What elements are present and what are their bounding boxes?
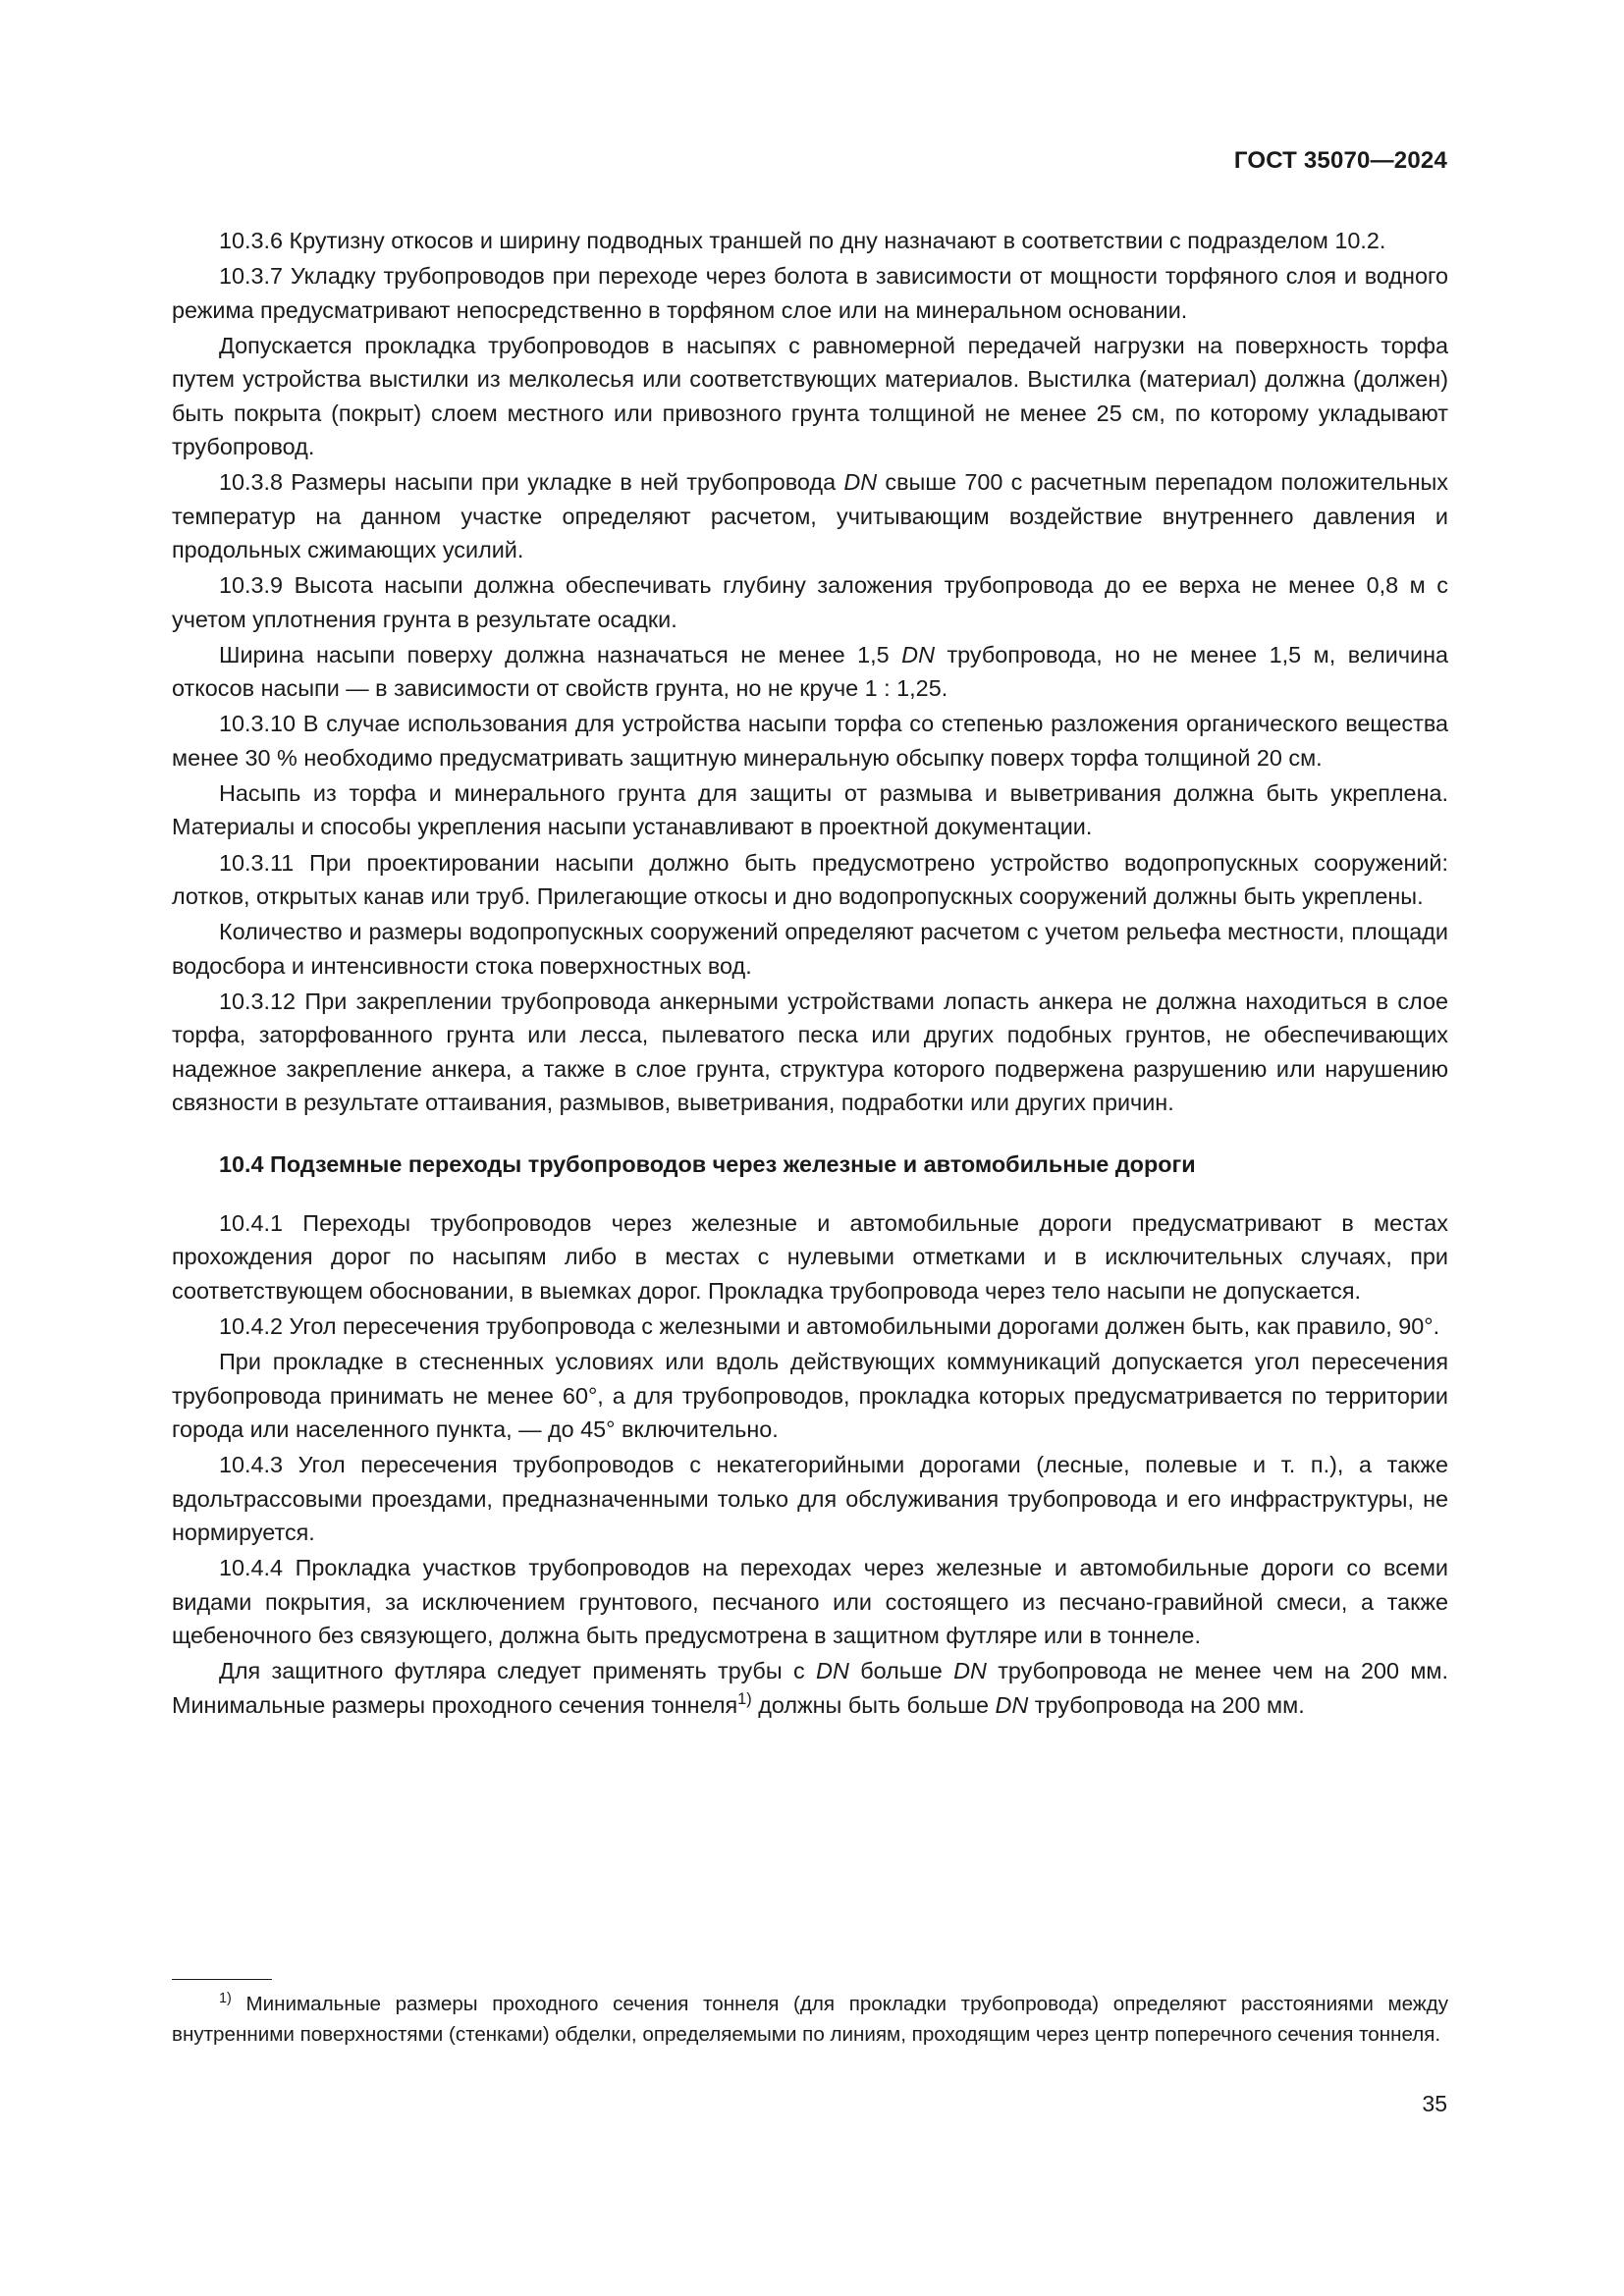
paragraph-10-3-10-cont: Насыпь из торфа и минерального грунта для защиты от размыва и выветривания должна быть укреплена. Материалы и способы укрепления насыпи устанавливают в проектной документации. bbox=[172, 780, 1448, 840]
footnote-text: Минимальные размеры проходного сечения тоннеля (для прокладки трубопровода) определяют расстояниями между внутренними поверхностями (стенками) обделки, определяемыми по линиям, проходящим через центр поперечного сечения тоннеля. bbox=[172, 1993, 1448, 2046]
footnote bbox=[172, 1990, 1448, 2050]
page-body bbox=[172, 224, 1448, 1724]
text-run: трубопровода на 200 мм. bbox=[1028, 1691, 1305, 1718]
section-heading-10-4: 10.4 Подземные переходы трубопроводов через железные и автомобильные дороги bbox=[219, 1150, 1196, 1177]
text-run: трубопровода, но не менее 1,5 м, величина откосов насыпи — в зависимости от свойств грунта, но не круче 1 : 1,25. bbox=[172, 641, 1448, 702]
paragraph-10-3-11-cont: Количество и размеры водопропускных сооружений определяют расчетом с учетом рельефа местности, площади водосбора и интенсивности стока поверхностных вод. bbox=[172, 919, 1448, 979]
paragraph-10-3-10: 10.3.10 В случае использования для устройства насыпи торфа со степенью разложения органического вещества менее 30 % необходимо предусматривать защитную минеральную обсыпку поверх торфа толщиной 20 см. bbox=[172, 711, 1448, 771]
document-number: ГОСТ 35070—2024 bbox=[1233, 147, 1447, 174]
footnote-separator bbox=[172, 1979, 272, 1980]
footnote-reference: 1) bbox=[737, 1689, 752, 1708]
text-run: Для защитного футляра следует применять трубы с bbox=[219, 1658, 817, 1684]
dn-term: DN bbox=[816, 1658, 849, 1684]
dn-term: DN bbox=[901, 641, 935, 667]
footnote-marker: 1) bbox=[219, 1991, 232, 2007]
paragraph-10-4-2: 10.4.2 Угол пересечения трубопровода с железными и автомобильными дорогами должен быть, как правило, 90°. bbox=[219, 1312, 1440, 1339]
paragraph-10-4-4: 10.4.4 Прокладка участков трубопроводов на переходах через железные и автомобильные дороги со всеми видами покрытия, за исключением грунтового, песчаного или состоящего из песчано-гравийной смеси, а также щебеночного без связующего, должна быть предусмотрена в защитном футляре или в тоннеле. bbox=[172, 1555, 1448, 1648]
page-number: 35 bbox=[1422, 2091, 1447, 2116]
text-run: трубопровода не менее чем на 200 мм. Минимальные размеры проходного сечения тоннеля bbox=[172, 1658, 1448, 1718]
paragraph-10-3-8 bbox=[172, 465, 1448, 566]
dn-term: DN bbox=[995, 1691, 1029, 1718]
paragraph-10-3-7: 10.3.7 Укладку трубопроводов при переходе через болота в зависимости от мощности торфяного слоя и водного режима предусматривают непосредственно в торфяном слое или на минеральном основании. bbox=[172, 263, 1448, 323]
text-run: больше bbox=[848, 1658, 954, 1684]
dn-term: DN bbox=[953, 1658, 987, 1684]
paragraph-10-3-12: 10.3.12 При закреплении трубопровода анкерными устройствами лопасть анкера не должна находиться в слое торфа, заторфованного грунта или лесса, пылеватого песка или других подобных грунтов, не обеспечивающих надежное закрепление анкера, а также в слое грунта, структура которого подвержена разрушению или нарушению связности в результате оттаивания, размывов, выветривания, подработки или других причин. bbox=[172, 988, 1448, 1116]
text-run: свыше 700 с расчетным перепадом положительных температур на данном участке определяют расчетом, учитывающим воздействие внутреннего давления и продольных сжимающих усилий. bbox=[172, 469, 1448, 563]
paragraph-10-3-9-cont bbox=[172, 638, 1448, 706]
paragraph-10-3-9: 10.3.9 Высота насыпи должна обеспечивать глубину заложения трубопровода до ее верха не менее 0,8 м с учетом уплотнения грунта в результате осадки. bbox=[172, 572, 1448, 632]
text-run: должны быть больше bbox=[751, 1691, 996, 1718]
text-run: Ширина насыпи поверху должна назначаться не менее 1,5 bbox=[219, 641, 902, 667]
paragraph-10-4-2-cont: При прокладке в стесненных условиях или вдоль действующих коммуникаций допускается угол пересечения трубопровода принимать не менее 60°, а для трубопроводов, прокладка которых предусматривается по территории города или населенного пункта, — до 45° включительно. bbox=[172, 1349, 1448, 1442]
paragraph-10-4-1: 10.4.1 Переходы трубопроводов через железные и автомобильные дороги предусматривают в местах прохождения дорог по насыпям либо в местах с нулевыми отметками и в исключительных случаях, при соответствующем обосновании, в выемках дорог. Прокладка трубопровода через тело насыпи не допускается. bbox=[172, 1209, 1448, 1304]
paragraph-10-3-11: 10.3.11 При проектировании насыпи должно быть предусмотрено устройство водопропускных сооружений: лотков, открытых канав или труб. Прилегающие откосы и дно водопропускных сооружений должны быть укреплены. bbox=[172, 849, 1448, 910]
text-run: 10.3.8 Размеры насыпи при укладке в ней трубопровода bbox=[219, 469, 844, 496]
paragraph-10-4-3: 10.4.3 Угол пересечения трубопроводов с некатегорийными дорогами (лесные, полевые и т. п.), а также вдольтрассовыми проездами, предназначенными только для обслуживания трубопровода и его инфраструктуры, не нормируется. bbox=[172, 1452, 1448, 1545]
paragraph-10-4-4-cont bbox=[172, 1654, 1448, 1722]
paragraph-10-3-7-cont: Допускается прокладка трубопроводов в насыпях с равномерной передачей нагрузки на поверхность торфа путем устройства выстилки из мелколесья или соответствующих материалов. Выстилка (материал) должна (должен) быть покрыта (покрыт) слоем местного или привозного грунта толщиной не менее 25 см, по которому укладывают трубопровод. bbox=[172, 332, 1448, 460]
paragraph-10-3-6: 10.3.6 Крутизну откосов и ширину подводных траншей по дну назначают в соответствии с подразделом 10.2. bbox=[219, 228, 1386, 253]
dn-term: DN bbox=[843, 469, 878, 496]
